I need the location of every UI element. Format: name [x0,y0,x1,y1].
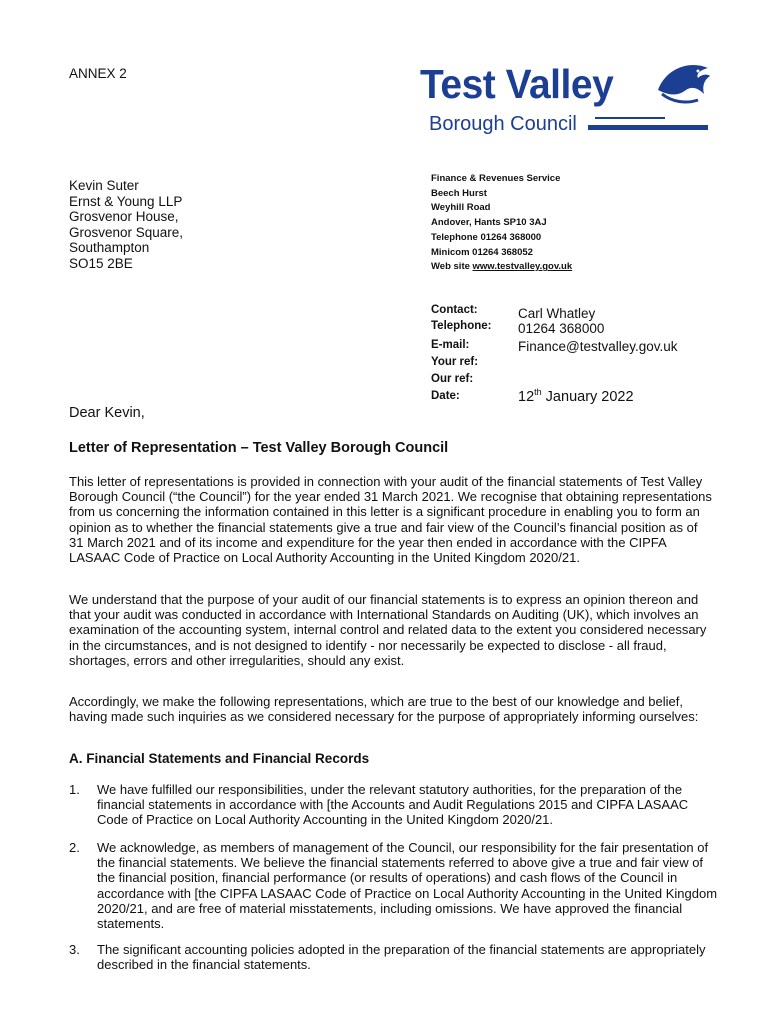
service-address-line: Beech Hurst [431,187,487,199]
contact-label: Contact: [431,304,478,316]
recipient-address [69,178,183,271]
item-text: The significant accounting policies adopted in the preparation of the financial statements are appropriately described in the financial statements. [97,942,706,973]
date-day: 12 [518,389,535,405]
list-item [69,840,719,932]
telephone-value: 01264 368000 [518,321,605,336]
item-text: We acknowledge, as members of management of the Council, our responsibility for the fair presentation of the financial statements. We believe the financial statements referred to above give a true and fair view of the financial position, financial performance (or results of operations) and cash flows of the Council in accordance with [the CIPFA LASAAC Code of Practice on Local Authority Accounting in the United Kingdom 2020/21, and are free of material misstatements, including omissions. We have approved the financial statements. [97,840,718,932]
service-minicom: Minicom 01264 368052 [431,246,533,258]
logo-subtitle: Borough Council [429,113,577,135]
recipient-line: Grosvenor House, [69,209,179,224]
our-ref-label: Our ref: [431,373,474,385]
recipient-line: Ernst & Young LLP [69,193,183,209]
paragraph: This letter of representations is provided in connection with your audit of the financial statements of Test Valley Borough Council (“the Council”) for the year ended 31 March 2021. We recognise that obtaining representations from us concerning the information contained in this letter is a significant procedure in enabling you to form an opinion as to whether the financial statements give a true and fair view of the Council’s financial position as of 31 March 2021 and of its income and expenditure for the year then ended in accordance with the CIPFA LASAAC Code of Practice on Local Authority Accounting in the United Kingdom 2020/21. [69,474,712,566]
recipient-line: Southampton [69,240,150,255]
logo-title: Test Valley [420,61,614,107]
website-label: Web site [431,261,473,273]
email-label: E-mail: [431,339,470,351]
telephone-label: Telephone: [431,320,492,332]
council-logo [420,61,720,144]
contact-value: Carl Whatley [518,306,596,321]
date-value [518,389,634,405]
service-address-line: Andover, Hants SP10 3AJ [431,217,547,229]
logo-underline [588,125,708,130]
salutation: Dear Kevin, [69,405,145,421]
paragraph: We understand that the purpose of your audit of our financial statements is to express an opinion thereon and that your audit was conducted in accordance with International Standards on Auditing (UK), which involves an examination of the accounting system, internal control and related data to the extent you considered necessary in the circumstances, and is not designed to identify - nor necessarily be expected to disclose - all fraud, shortages, errors and other irregularities, should any exist. [69,592,707,668]
fish-icon [652,60,712,112]
annex-label: ANNEX 2 [69,66,127,81]
letter-subject: Letter of Representation – Test Valley Borough Council [69,440,449,456]
date-suffix: th [534,387,542,398]
service-address [431,172,572,275]
date-label: Date: [431,390,460,402]
recipient-line: Kevin Suter [69,178,139,193]
service-telephone: Telephone 01264 368000 [431,231,542,243]
email-value[interactable]: Finance@testvalley.gov.uk [518,339,678,354]
website-link[interactable]: www.testvalley.gov.uk [472,261,573,273]
item-number: 3. [69,942,80,957]
item-number: 1. [69,782,80,797]
item-number: 2. [69,840,80,855]
service-name: Finance & Revenues Service [431,173,561,184]
your-ref-label: Your ref: [431,356,479,368]
list-item [69,942,719,974]
list-item [69,782,719,830]
recipient-line: Grosvenor Square, [69,224,184,240]
recipient-line: SO15 2BE [69,255,133,271]
item-text: We have fulfilled our responsibilities, under the relevant statutory authorities, for the preparation of the financial statements in accordance with [the Accounts and Audit Regulations 2015 and CIPFA LASAAC Code of Practice on Local Authority Accounting in the United Kingdom 2020/21. [97,782,689,828]
date-rest: January 2022 [541,389,634,405]
service-address-line: Weyhill Road [431,202,491,214]
paragraph: Accordingly, we make the following representations, which are true to the best of our knowledge and belief, having made such inquiries as we considered necessary for the purpose of appropriately informing ourselves: [69,694,699,725]
logo-wave-line [595,117,665,119]
section-heading: A. Financial Statements and Financial Records [69,751,370,766]
service-website [431,260,572,275]
